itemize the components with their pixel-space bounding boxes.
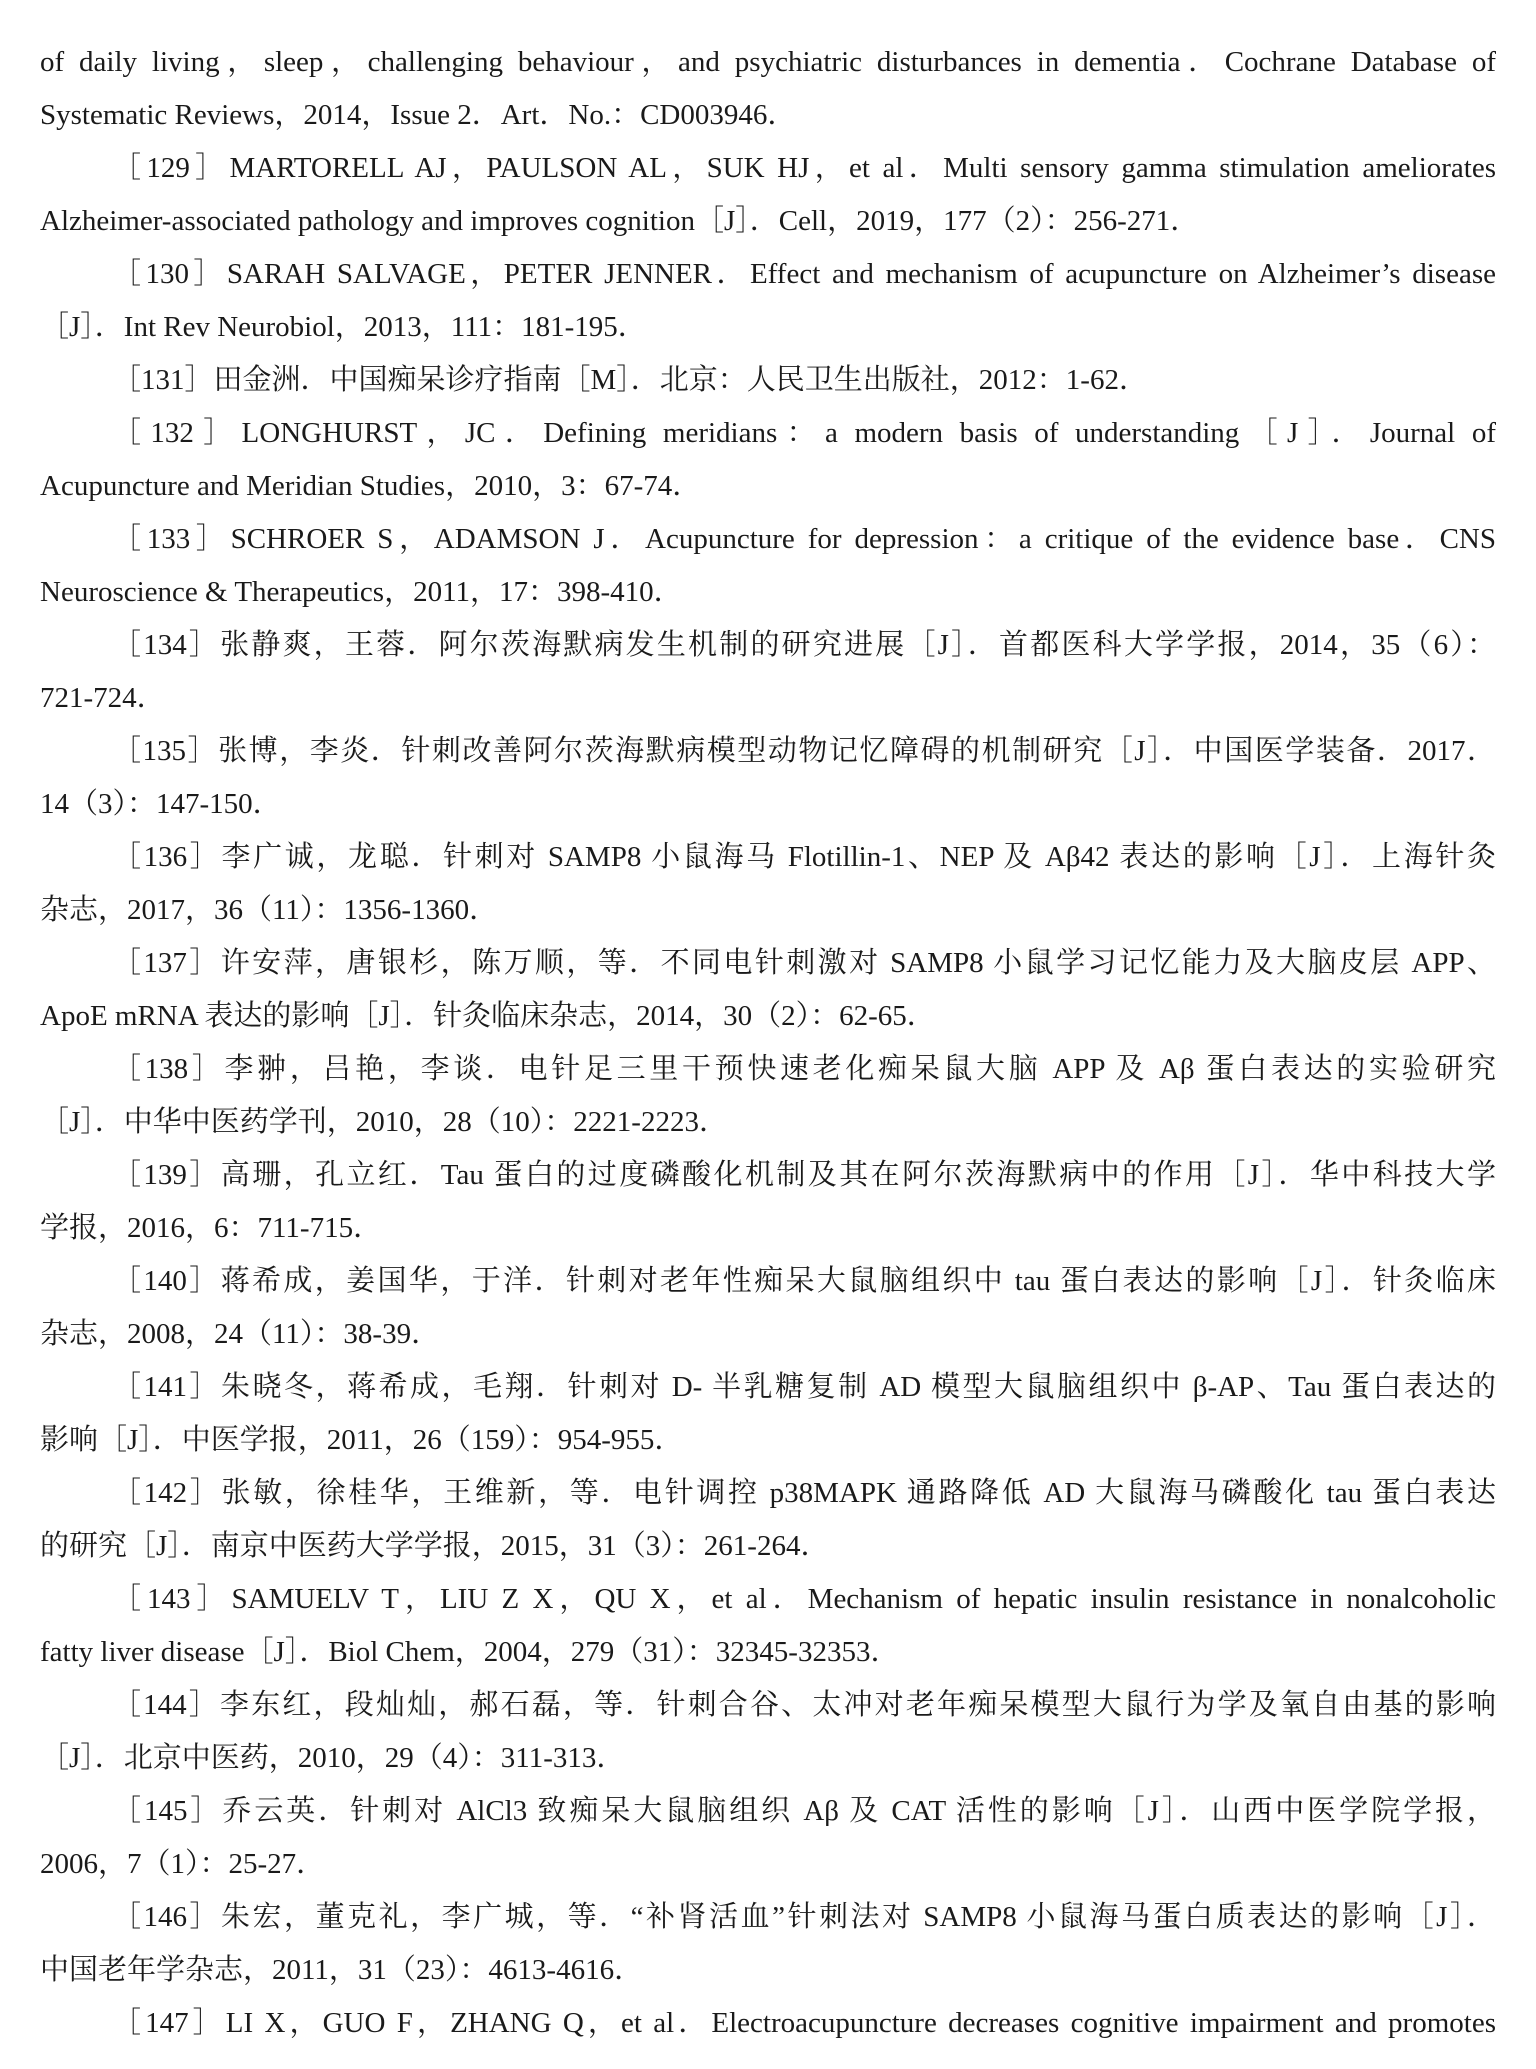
reference-entry-continuation: Alzheimer-associated pathology and improves cognition［J］．Cell，2019，177（2）：256-271． (40, 205, 1200, 237)
reference-entry-start: ［130］SARAH SALVAGE，PETER JENNER．Effect and mechanism of acupuncture on Alzheimer’s disease (112, 258, 1496, 290)
reference-entry-start: ［140］蒋希成，姜国华，于洋．针刺对老年性痴呆大鼠脑组织中 tau 蛋白表达的影响［J］．针灸临床 (112, 1265, 1496, 1297)
reference-entry-continuation: Acupuncture and Meridian Studies，2010，3：67-74． (40, 470, 702, 502)
reference-entry-start: ［132］LONGHURST，JC．Defining meridians：a modern basis of understanding［J］．Journal of (112, 417, 1496, 449)
reference-entry-start: ［143］SAMUELV T，LIU Z X，QU X，et al．Mechanism of hepatic insulin resistance in nonalcoholic (112, 1583, 1496, 1615)
reference-entry-start: ［145］乔云英．针刺对 AlCl3 致痴呆大鼠脑组织 Aβ 及 CAT 活性的影响［J］．山西中医学院学报， (112, 1795, 1496, 1827)
reference-entry-start: ［131］田金洲．中国痴呆诊疗指南［M］．北京：人民卫生出版社，2012：1-62． (112, 364, 1148, 396)
reference-entry-continuation: 的研究［J］．南京中医药大学学报，2015，31（3）：261-264． (40, 1530, 830, 1562)
reference-entry-continuation: 721-724． (40, 682, 166, 714)
reference-entry-continuation: 学报，2016，6：711-715． (40, 1212, 383, 1244)
reference-entry-continuation: 中国老年学杂志，2011，31（23）：4613-4616． (40, 1954, 644, 1986)
reference-entry-continuation: ［J］．北京中医药，2010，29（4）：311-313． (40, 1742, 626, 1774)
reference-entry-start: ［129］MARTORELL AJ，PAULSON AL，SUK HJ，et al．Multi sensory gamma stimulation ameliorates (112, 152, 1496, 184)
reference-entry-continuation: ApoE mRNA 表达的影响［J］．针灸临床杂志，2014，30（2）：62-65． (40, 1000, 936, 1032)
reference-entry-continuation: of daily living，sleep，challenging behaviour，and psychiatric disturbances in dementia．Cochrane Database of (40, 46, 1496, 78)
reference-entry-start: ［137］许安萍，唐银杉，陈万顺，等．不同电针刺激对 SAMP8 小鼠学习记忆能力及大脑皮层 APP、 (112, 947, 1496, 979)
reference-entry-start: ［138］李翀，吕艳，李谈．电针足三里干预快速老化痴呆鼠大脑 APP 及 Aβ 蛋白表达的实验研究 (112, 1053, 1496, 1085)
reference-entry-continuation: 杂志，2008，24（11）：38-39． (40, 1318, 441, 1350)
reference-entry-continuation: Neuroscience & Therapeutics，2011，17：398-410． (40, 576, 683, 608)
reference-entry-start: ［135］张博，李炎．针刺改善阿尔茨海默病模型动物记忆障碍的机制研究［J］．中国医学装备．2017． (112, 735, 1496, 767)
reference-entry-start: ［144］李东红，段灿灿，郝石磊，等．针刺合谷、太冲对老年痴呆模型大鼠行为学及氧自由基的影响 (112, 1689, 1496, 1721)
reference-entry-continuation: fatty liver disease［J］．Biol Chem，2004，279（31）：32345-32353． (40, 1636, 900, 1668)
reference-entry-continuation: ［J］．Int Rev Neurobiol，2013，111：181-195． (40, 311, 647, 343)
reference-entry-start: ［147］LI X，GUO F，ZHANG Q，et al．Electroacupuncture decreases cognitive impairment and promotes (112, 2007, 1496, 2039)
reference-entry-start: ［139］高珊，孔立红．Tau 蛋白的过度磷酸化机制及其在阿尔茨海默病中的作用［J］．华中科技大学 (112, 1159, 1496, 1191)
reference-entry-continuation: 14（3）：147-150． (40, 788, 282, 820)
reference-entry-start: ［133］SCHROER S，ADAMSON J．Acupuncture for depression：a critique of the evidence base．CNS (112, 523, 1496, 555)
reference-entry-start: ［142］张敏，徐桂华，王维新，等．电针调控 p38MAPK 通路降低 AD 大鼠海马磷酸化 tau 蛋白表达 (112, 1477, 1496, 1509)
reference-entry-continuation: 2006，7（1）：25-27． (40, 1848, 326, 1880)
reference-entry-start: ［141］朱晓冬，蒋希成，毛翔．针刺对 D- 半乳糖复制 AD 模型大鼠脑组织中 β-AP、Tau 蛋白表达的 (112, 1371, 1496, 1403)
reference-entry-continuation: Systematic Reviews，2014，Issue 2．Art．No.：CD003946． (40, 99, 797, 131)
reference-entry-continuation: 影响［J］．中医学报，2011，26（159）：954-955． (40, 1424, 684, 1456)
reference-list (40, 36, 1496, 2050)
reference-entry-start: ［146］朱宏，董克礼，李广城，等．“补肾活血”针刺法对 SAMP8 小鼠海马蛋白质表达的影响［J］． (112, 1901, 1496, 1933)
reference-entry-continuation: 杂志，2017，36（11）：1356-1360． (40, 894, 499, 926)
reference-entry-start: ［136］李广诚，龙聪．针刺对 SAMP8 小鼠海马 Flotillin-1、NEP 及 Aβ42 表达的影响［J］．上海针灸 (112, 841, 1496, 873)
reference-entry-start: ［134］张静爽，王蓉．阿尔茨海默病发生机制的研究进展［J］．首都医科大学学报，2014，35（6）： (112, 629, 1496, 661)
reference-entry-continuation: ［J］．中华中医药学刊，2010，28（10）：2221-2223． (40, 1106, 728, 1138)
